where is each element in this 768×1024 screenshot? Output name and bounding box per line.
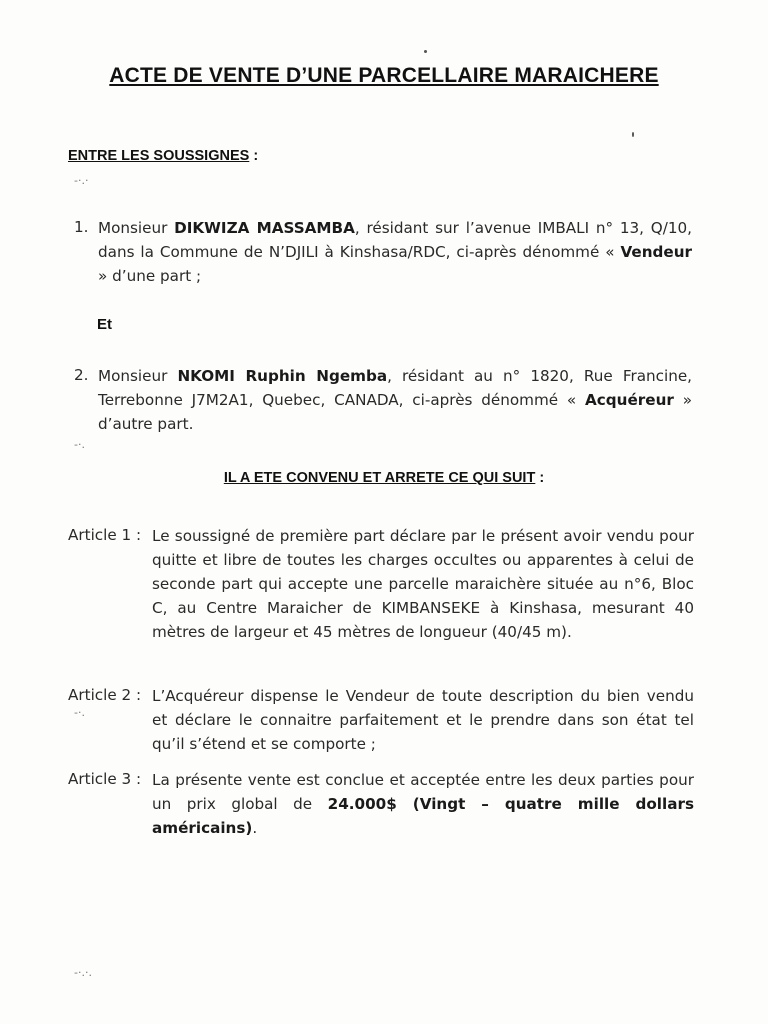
article-3-text-end: . — [252, 819, 258, 837]
scan-speck — [424, 50, 427, 53]
scan-speck: -·.· — [74, 174, 89, 187]
article-3-label: Article 3 : — [68, 770, 142, 788]
parties-heading-text: ENTRE LES SOUSSIGNES — [68, 148, 250, 164]
document-title: ACTE DE VENTE D’UNE PARCELLAIRE MARAICHERE — [109, 64, 659, 87]
agreement-heading — [0, 470, 768, 486]
article-1-text: Le soussigné de première part déclare par le présent avoir vendu pour quitte et libre de toutes les charges occultes ou apparentes à celui de seconde part qui accepte une parcelle maraichère située au n°6, Bloc C, au Centre Maraicher de KIMBANSEKE à Kinshasa, mesurant 40 mètres de largeur et 45 mètres de longueur (40/45 m). — [152, 527, 694, 641]
party-1-text-a: Monsieur — [98, 219, 175, 237]
scan-speck: -·. — [74, 706, 85, 719]
party-2-text-b: , résidant au n° 1820, Rue Francine, Terrebonne J7M2A1, Quebec, CANADA, ci-après dénommé « — [98, 367, 692, 409]
party-1-text-b: , résidant sur l’avenue IMBALI n° 13, Q/10, dans la Commune de N’DJILI à Kinshasa/RDC, ci-après dénommé « — [98, 219, 693, 261]
seller-role: Vendeur — [620, 243, 692, 261]
agreement-heading-colon: : — [535, 470, 545, 486]
buyer-name: NKOMI Ruphin Ngemba — [177, 367, 388, 385]
scan-speck — [632, 132, 634, 137]
parties-heading-colon: : — [249, 148, 259, 164]
scan-speck: -·. — [74, 438, 85, 451]
parties-heading — [68, 148, 258, 164]
article-3-text-main: La présente vente est conclue et acceptée entre les deux parties pour un prix global de — [152, 771, 694, 813]
scan-speck: -·.·. — [74, 966, 92, 979]
seller-name: DIKWIZA MASSAMBA — [174, 219, 355, 237]
article-2-text: L’Acquéreur dispense le Vendeur de toute description du bien vendu et déclare le connaitre parfaitement et le prendre dans son état tel qu’il s’étend et se comporte ; — [152, 687, 694, 753]
et-label: Et — [97, 316, 112, 333]
buyer-role: Acquéreur — [585, 391, 674, 409]
sale-price: 24.000$ (Vingt – quatre mille dollars américains) — [152, 795, 694, 837]
party-2-number: 2. — [74, 366, 89, 384]
article-2-label: Article 2 : — [68, 686, 142, 704]
party-2-paragraph — [98, 364, 692, 436]
agreement-heading-text: IL A ETE CONVENU ET ARRETE CE QUI SUIT — [223, 470, 536, 486]
party-2-text-c: » d’autre part. — [98, 391, 692, 433]
party-2-text-a: Monsieur — [98, 367, 178, 385]
article-3-text — [152, 768, 694, 840]
party-1-paragraph — [98, 216, 692, 288]
article-1-label: Article 1 : — [68, 526, 142, 544]
party-1-text-c: » d’une part ; — [98, 267, 202, 285]
party-1-number: 1. — [74, 218, 89, 236]
